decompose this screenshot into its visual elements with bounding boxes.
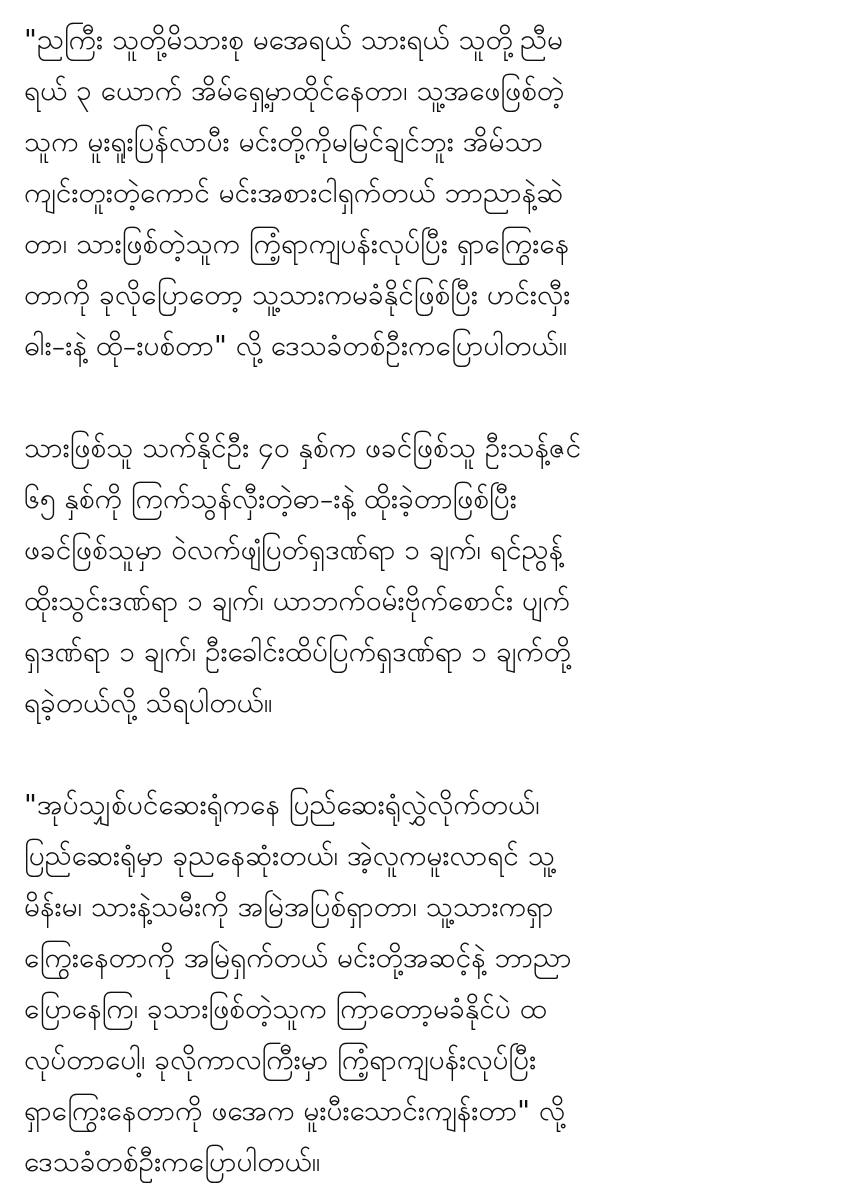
paragraph-2: သားဖြစ်သူ သက်နိုင်ဦး ၄၀ နှစ်က ဖခင်ဖြစ်သူ ဦးသန့်ဇင် ၆၅ နှစ်ကို ကြက်သွန်လှီးတဲ့ဓာ-းနဲ့ ထိုးခဲ့တာဖြစ်ပြီး ဖခင်ဖြစ်သူမှာ ဝဲလက်ဖျံပြတ်ရှဒဏ်ရာ ၁ ချက်၊ ရင်ညွန့် ထိုးသွင်းဒဏ်ရာ ၁ ချက်၊ ယာဘက်ဝမ်းဗိုက်စောင်း ပျက် ရှဒဏ်ရာ ၁ ချက်၊ ဦးခေါင်းထိပ်ပြက်ရှဒဏ်ရာ ၁ ချက်တို့ ရခဲ့တယ်လို့ သိရပါတယ်။ xyxy=(24,431,582,719)
paragraph-1: "ညကြီး သူတို့မိသားစု မအေရယ် သားရယ် သူတို့ညီမ ရယ် ၃ ယောက် အိမ်ရှေ့မှာထိုင်နေတာ၊ သူ့အဖေဖြစ်တဲ့ သူက မူးရူးပြန်လာပီး မင်းတို့ကိုမမြင်ချင်ဘူး အိမ်သာ ကျင်းတူးတဲ့ကောင် မင်းအစားငါရှက်တယ် ဘာညာနဲ့ဆဲ တာ၊ သားဖြစ်တဲ့သူက ကြံ့ရာကျပန်းလုပ်ပြီး ရှာကြွေးနေ တာကို ခုလိုပြောတော့ သူ့သားကမခံနိုင်ဖြစ်ပြီး ဟင်းလှီး ဓါး-းနဲ့ ထို-းပစ်တာ" လို့ ဒေသခံတစ်ဦးကပြောပါတယ်။ xyxy=(24,23,571,362)
paragraph-3: "အုပ်သျှစ်ပင်ဆေးရုံကနေ ပြည်ဆေးရုံလွှဲလိုက်တယ်၊ ပြည်ဆေးရုံမှာ ခုညနေဆုံးတယ်၊ အဲ့လူကမူးလာရင် သူ့ မိန်းမ၊ သားနဲ့သမီးကို အမြဲအပြစ်ရှာတာ၊ သူ့သားကရှာ ကြွေးနေတာကို အမြဲရှက်တယ် မင်းတို့အဆင့်နဲ့ ဘာညာ ပြောနေကြ၊ ခုသားဖြစ်တဲ့သူက ကြာတော့မခံနိုင်ပဲ ထ လုပ်တာပေါ့၊ ခုလိုကာလကြီးမှာ ကြံ့ရာကျပန်းလုပ်ပြီး ရှာကြွေးနေတာကို ဖအေက မူးပီးသောင်းကျန်းတာ" လို့ ဒေသခံတစ်ဦးကပြောပါတယ်။ xyxy=(24,788,572,1178)
article-body xyxy=(24,14,847,1187)
